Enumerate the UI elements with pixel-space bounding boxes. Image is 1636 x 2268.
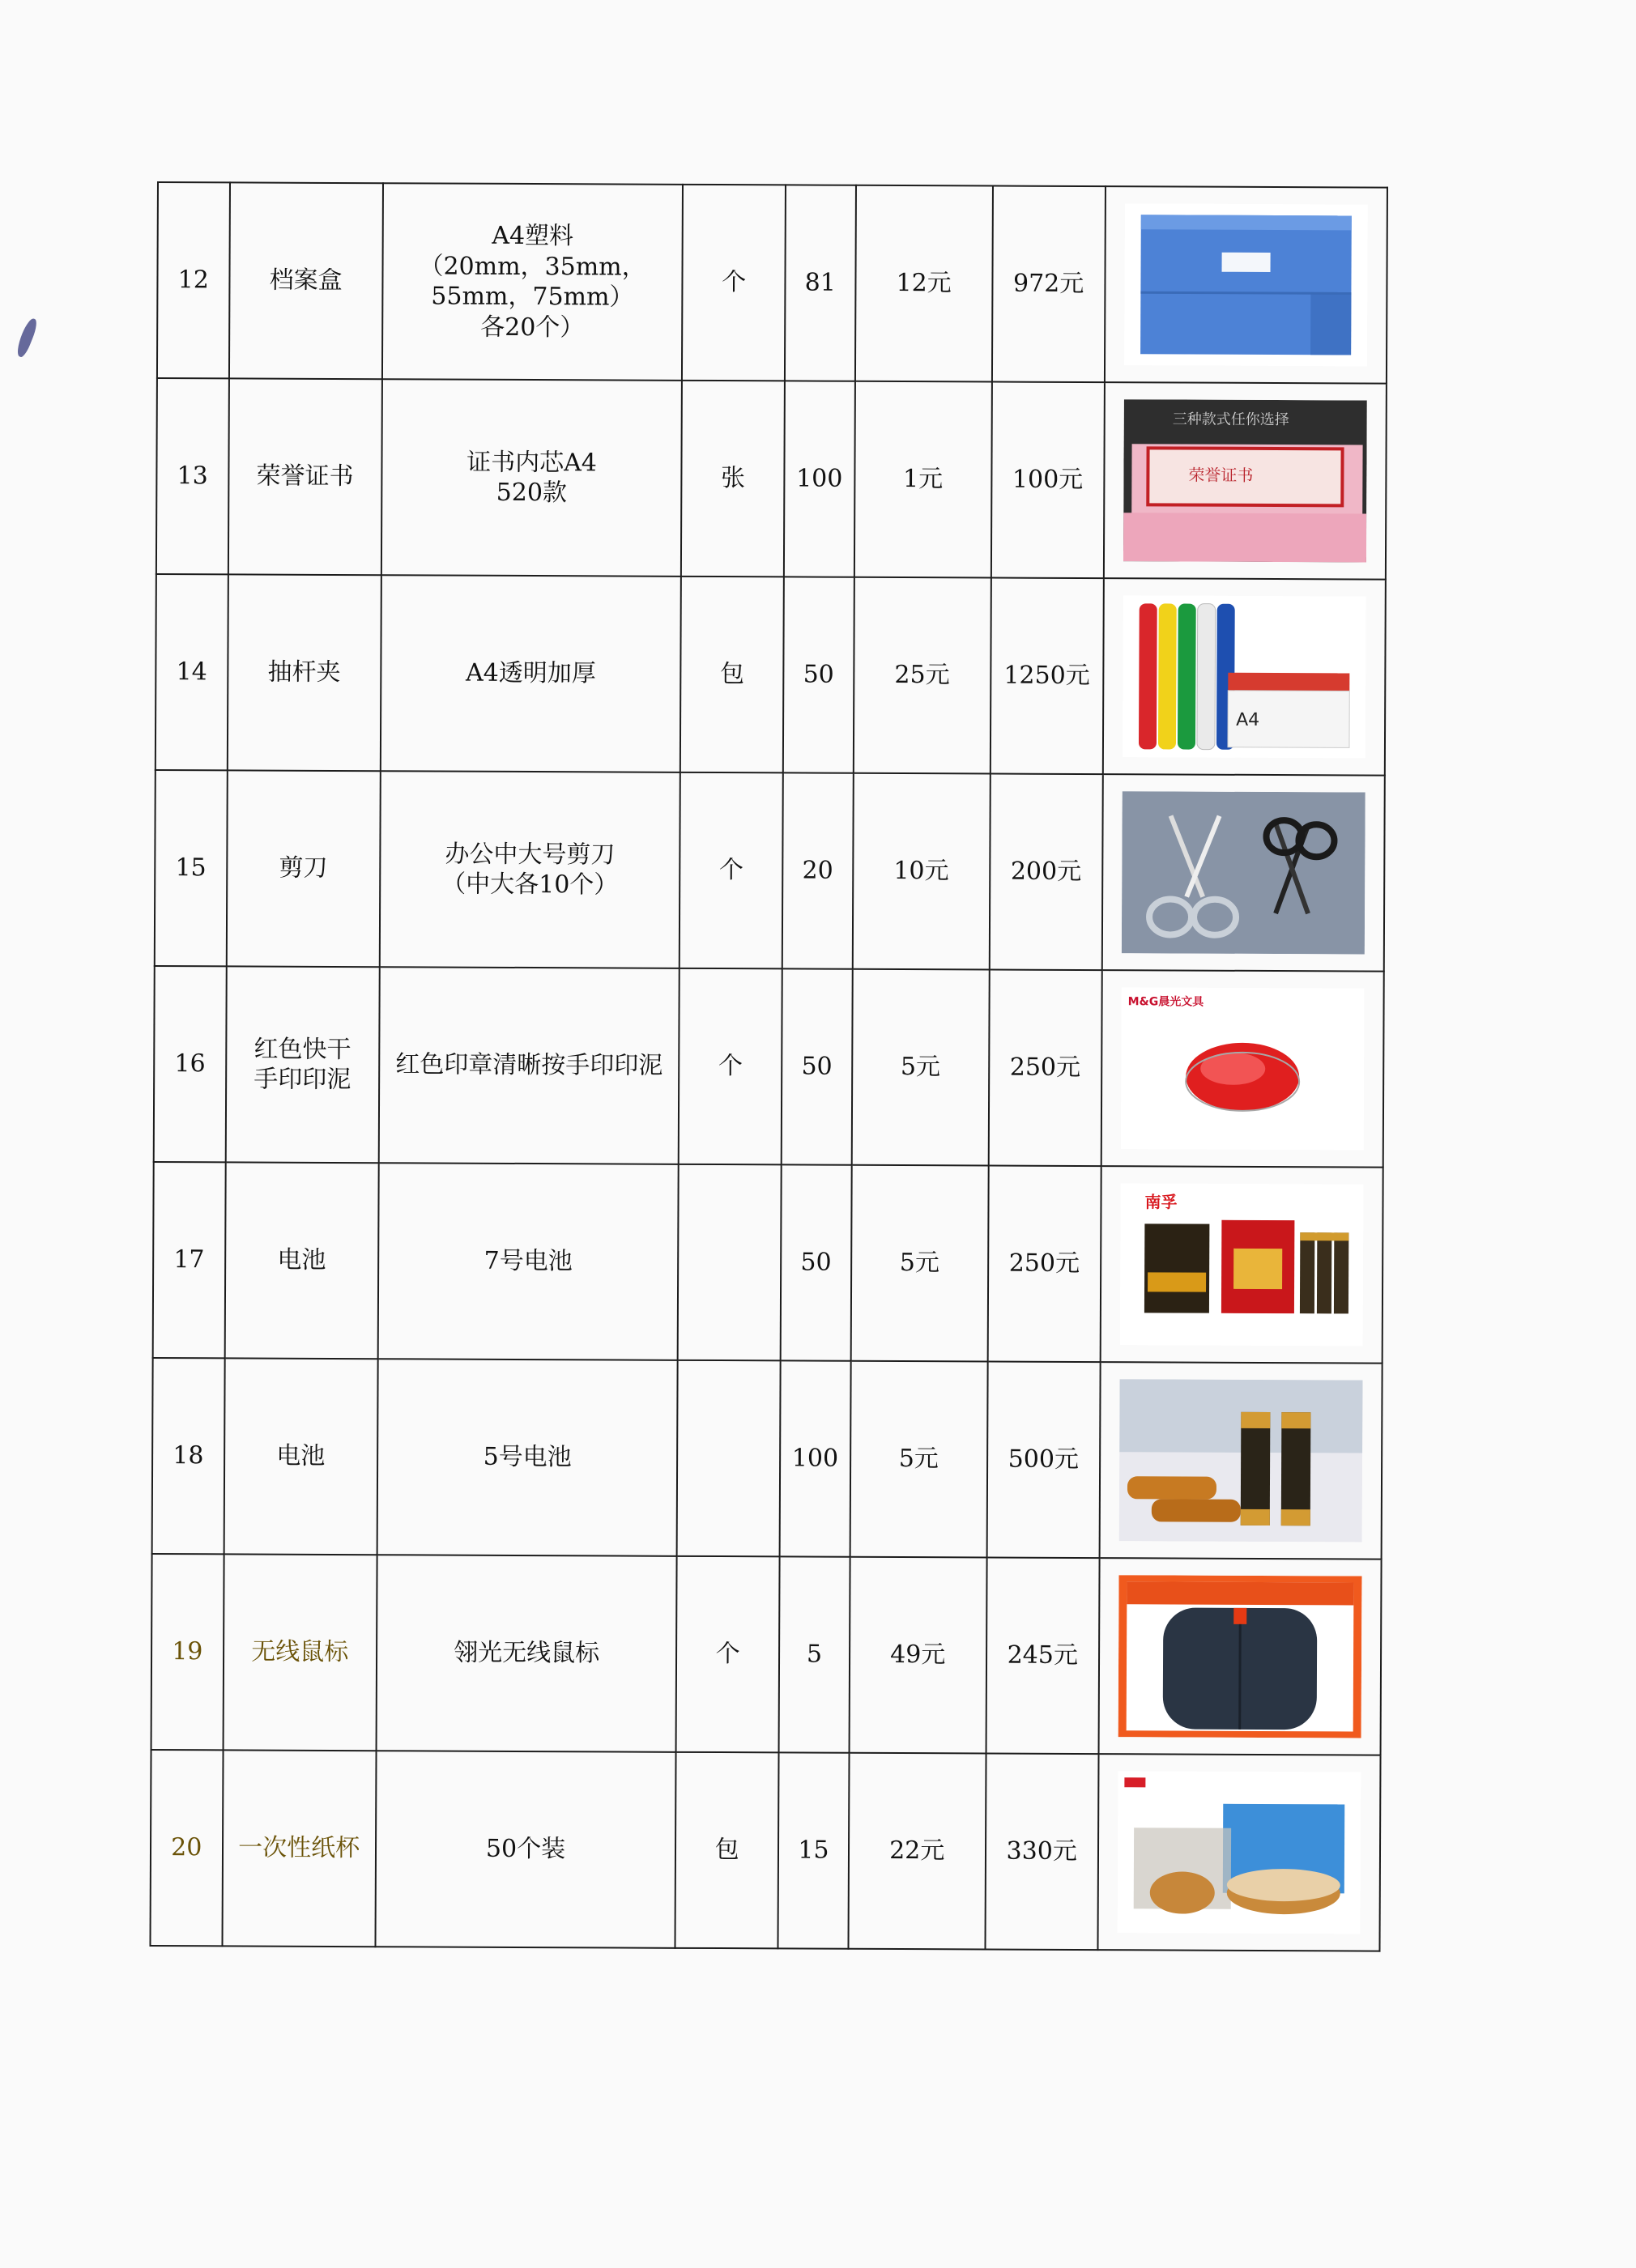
product-image — [1101, 970, 1383, 1168]
table-row — [157, 182, 1387, 384]
item-name-text: 剪刀 — [279, 853, 328, 883]
product-image — [1099, 1362, 1382, 1560]
row-number: 17 — [153, 1162, 226, 1358]
item-unit-price: 12元 — [855, 185, 993, 382]
spec-line: （20mm，35mm，55mm，75mm） — [419, 251, 646, 312]
item-quantity: 50 — [782, 968, 853, 1164]
item-name — [222, 1750, 376, 1947]
item-spec — [382, 183, 683, 381]
spec-line: 各20个） — [480, 313, 585, 342]
item-total: 330元 — [985, 1753, 1098, 1950]
item-name — [229, 182, 383, 379]
red-ink-pad-image — [1105, 987, 1379, 1150]
item-unit-price: 5元 — [850, 1361, 987, 1558]
report-cover-clips-image — [1107, 595, 1382, 758]
spec-line: A4塑料 — [492, 221, 574, 251]
svg-text:荣誉证书: 荣誉证书 — [1188, 465, 1254, 485]
item-total: 500元 — [986, 1361, 1100, 1558]
product-image — [1101, 774, 1384, 972]
item-unit: 包 — [680, 577, 784, 773]
wireless-mouse-image — [1102, 1575, 1377, 1738]
item-quantity: 15 — [778, 1752, 850, 1948]
svg-text:南孚: 南孚 — [1144, 1192, 1178, 1212]
table-row — [153, 1162, 1383, 1364]
table-row — [154, 966, 1384, 1168]
svg-text:M&G晨光文具: M&G晨光文具 — [1127, 995, 1204, 1009]
svg-text:三种款式任你选择: 三种款式任你选择 — [1172, 411, 1289, 429]
spec-line: 5号电池 — [483, 1443, 572, 1472]
item-unit-price: 10元 — [852, 773, 990, 970]
item-unit: 个 — [682, 185, 786, 381]
item-total: 250元 — [988, 969, 1101, 1166]
honor-certificate-image — [1108, 399, 1383, 562]
item-spec — [375, 1751, 675, 1948]
spec-line: 红色印章清晰按手印印泥 — [395, 1050, 663, 1080]
item-total: 972元 — [992, 186, 1106, 383]
item-unit: 个 — [680, 772, 783, 969]
item-quantity: 81 — [785, 185, 856, 381]
item-unit-price: 5元 — [850, 1165, 988, 1362]
item-name — [226, 770, 380, 967]
product-image — [1098, 1558, 1381, 1755]
item-spec — [380, 771, 680, 968]
item-name — [228, 378, 381, 575]
item-quantity: 50 — [783, 577, 854, 772]
item-name-text: 档案盒 — [269, 266, 343, 296]
item-quantity: 5 — [779, 1556, 850, 1752]
spec-line: 7号电池 — [484, 1247, 573, 1276]
product-image — [1104, 382, 1387, 580]
spec-line: 办公中大号剪刀 — [445, 840, 616, 869]
item-name-text: 抽杆夹 — [267, 657, 341, 687]
item-name-text: 荣誉证书 — [256, 462, 354, 491]
item-name-line: 手印印泥 — [253, 1065, 351, 1095]
table-row — [156, 378, 1387, 580]
product-image — [1097, 1754, 1380, 1951]
row-number: 18 — [152, 1358, 225, 1554]
item-spec — [381, 575, 681, 772]
item-total: 200元 — [990, 773, 1103, 970]
product-image — [1105, 186, 1387, 384]
row-number: 14 — [156, 574, 228, 770]
blue-file-box-image — [1109, 203, 1383, 366]
item-name — [224, 1358, 377, 1555]
item-unit-price: 5元 — [851, 969, 989, 1166]
item-spec — [381, 379, 682, 577]
item-name — [224, 1162, 378, 1359]
paper-cups-image — [1101, 1771, 1376, 1934]
item-name — [223, 1554, 377, 1751]
svg-text:A4: A4 — [1235, 709, 1260, 730]
item-spec — [376, 1555, 676, 1752]
row-number: 12 — [157, 182, 230, 378]
item-unit — [677, 1360, 781, 1557]
spec-line: A4透明加厚 — [465, 658, 596, 688]
item-unit: 包 — [675, 1752, 779, 1949]
item-unit: 个 — [679, 968, 782, 1165]
spec-line: （中大各10个） — [441, 870, 619, 900]
spec-line: 翎光无线鼠标 — [454, 1638, 600, 1668]
item-quantity: 100 — [780, 1360, 851, 1556]
item-unit: 张 — [681, 381, 785, 577]
item-name-text: 电池 — [276, 1441, 326, 1471]
table-row — [151, 1554, 1382, 1755]
scissors-image — [1106, 791, 1381, 954]
item-unit-price: 22元 — [848, 1753, 986, 1950]
item-spec — [377, 1163, 678, 1360]
item-unit-price: 1元 — [854, 381, 992, 578]
product-image — [1100, 1166, 1383, 1364]
table-row — [156, 574, 1386, 776]
aa-batteries-image — [1103, 1379, 1378, 1542]
item-name-text: 无线鼠标 — [251, 1637, 349, 1667]
item-unit: 个 — [676, 1556, 780, 1753]
item-total: 250元 — [987, 1165, 1101, 1362]
row-number: 19 — [151, 1554, 224, 1750]
spec-line: 证书内芯A4 — [467, 448, 597, 477]
table-row — [155, 770, 1385, 972]
row-number: 16 — [154, 966, 227, 1162]
ink-smudge — [14, 317, 40, 359]
table-row — [152, 1358, 1383, 1560]
item-total: 1250元 — [991, 577, 1104, 774]
spec-line: 520款 — [496, 478, 568, 508]
table-row — [150, 1750, 1380, 1951]
item-total: 100元 — [991, 381, 1105, 578]
item-unit-price: 25元 — [853, 577, 991, 774]
aaa-batteries-image — [1104, 1183, 1378, 1346]
product-image — [1102, 578, 1385, 776]
item-spec — [377, 1359, 677, 1556]
item-total: 245元 — [986, 1557, 1099, 1754]
item-unit-price: 49元 — [849, 1557, 986, 1754]
item-unit — [678, 1164, 782, 1361]
item-quantity: 50 — [781, 1164, 852, 1360]
item-spec — [379, 967, 680, 1164]
row-number: 15 — [155, 770, 228, 966]
row-number: 13 — [156, 378, 229, 574]
item-quantity: 100 — [784, 381, 855, 577]
item-quantity: 20 — [782, 772, 854, 968]
item-name-text: 一次性纸杯 — [238, 1833, 360, 1863]
item-name-line: 红色快干 — [253, 1035, 351, 1064]
row-number: 20 — [150, 1750, 223, 1946]
item-name — [225, 966, 379, 1163]
item-name — [227, 574, 381, 771]
item-name-text: 电池 — [277, 1245, 326, 1275]
purchase-table — [149, 181, 1387, 1952]
spec-line: 50个装 — [485, 1835, 566, 1864]
